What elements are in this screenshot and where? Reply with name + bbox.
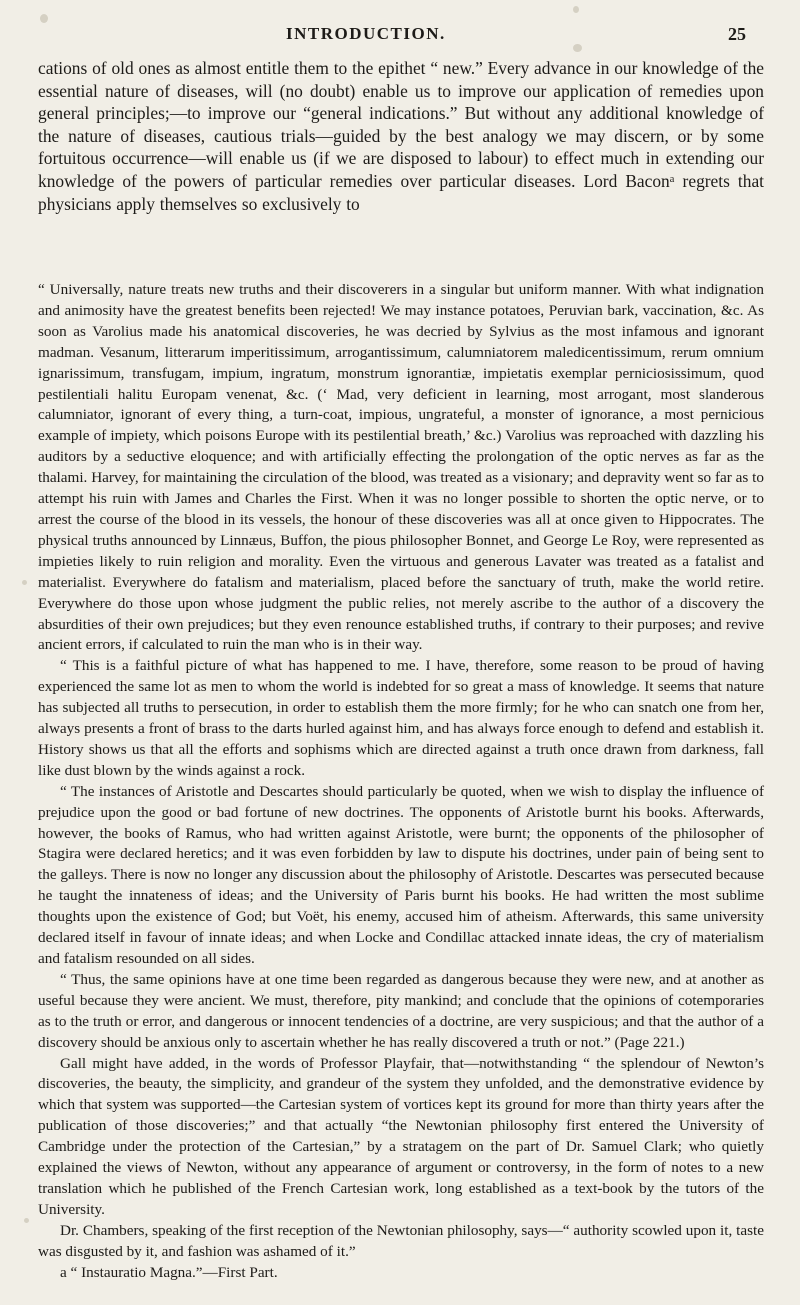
foxing-spot <box>24 1218 29 1223</box>
lead-paragraph <box>38 57 764 215</box>
quote-paragraph: “ Universally, nature treats new truths and their discoverers in a singular but uniform manner. With what indignation and animosity have the greatest benefits been rejected! We may instance potatoes, Peruvian bark, vaccination, &c. As soon as Varolius made his anatomical discoveries, he was decried by Sylvius as the most infamous and ignorant madman. Vesanum, litterarum imperitissimum, arrogantissimum, calumniatorem maledicentissimum, rerum omnium ignarissimum, transfugam, impium, ingratum, monstrum ignorantiæ, impietatis exemplar perniciosissimum, quod pestilentiali halitu Europam venenat, &c. (‘ Mad, very deficient in learning, most arrogant, most slanderous calumniator, ignorant of every thing, a turn-coat, impious, ungrateful, a monster of ignorance, a most pernicious example of impiety, which poisons Europe with its pestilential breath,’ &c.) Varolius was reproached with dazzling his auditors by a seductive eloquence; and with artificially effecting the prolongation of the optic nerves as far as the thalami. Harvey, for maintaining the circulation of the blood, was treated as a visionary; and depravity went so far as to attempt his ruin with James and Charles the First. When it was no longer possible to shorten the optic nerve, or to arrest the course of the blood in its vessels, the honour of these discoveries was all at once given to Hippocrates. The physical truths announced by Linnæus, Buffon, the pious philosopher Bonnet, and George Le Roy, were represented as impieties likely to ruin religion and morality. Even the virtuous and generous Lavater was treated as a fatalist and materialist. Everywhere do fatalism and materialism, placed before the sanctuary of truth, make the world retire. Everywhere do those upon whose judgment the public relies, not merely ascribe to the author of a discovery the absurdities of their own prejudices; but they even renounce established truths, if contrary to their purposes; and revive ancient errors, if calculated to ruin the man who is in their way. <box>38 281 764 654</box>
page-header <box>0 24 800 48</box>
quoted-extract <box>38 280 764 1284</box>
quote-paragraph: “ Thus, the same opinions have at one time been regarded as dangerous because they were new, and at another as useful because they were ancient. We must, therefore, pity mankind; and conclude that the opinions of cotemporaries as to the truth or error, and dangerous or innocent tendencies of a doctrine, are very suspicious; and that the author of a discovery should be anxious only to ascertain whether he has really discovered a truth or not.” (Page 221.) <box>38 970 764 1051</box>
body-paragraph: Gall might have added, in the words of Professor Playfair, that—notwithstanding “ the splendour of Newton’s discoveries, the beauty, the simplicity, and grandeur of the system they unfolded, and the demonstrative evidence by which that system was supported—the Cartesian system of vortices kept its ground for more than thirty years after the publication of those discoveries;” and that actually “the Newtonian philosophy first entered the University of Cambridge under the protection of the Cartesian,” by a stratagem on the part of Dr. Samuel Clark; who quietly explained the views of Newton, without any appearance of argument or controversy, in the form of notes to a new translation which he published of the French Cartesian work, long established as a text-book by the tutors of the University. <box>38 1054 764 1218</box>
quote-paragraph: “ This is a faithful picture of what has happened to me. I have, therefore, some reason to be proud of having experienced the same lot as men to whom the world is indebted for so great a mass of knowledge. It seems that nature has subjected all truths to persecution, in order to establish them the more firmly; for he who can snatch one from her, always presents a front of brass to the darts hurled against him, and has always force enough to defend and establish it. History shows us that all the efforts and sophisms which are directed against a truth once drawn from darkness, fall like dust blown by the winds against a rock. <box>38 657 764 779</box>
lead-text: cations of old ones as almost entitle them to the epithet “ new.” Every advance in our knowledge of the essential nature of diseases, will (no doubt) enable us to improve our application of remedies upon general principles;—to improve our “general indications.” But without any additional knowledge of the nature of diseases, cautious trials—guided by the best analogy we may discern, or by some fortuitous occurrence—will enable us (if we are disposed to labour) to effect much in extending our knowledge of the powers of particular remedies over particular diseases. Lord Baconᵃ regrets that physicians apply themselves so exclusively to <box>38 58 764 214</box>
running-head: INTRODUCTION. <box>286 24 446 43</box>
foxing-spot <box>573 6 579 13</box>
body-paragraph: Dr. Chambers, speaking of the first reception of the Newtonian philosophy, says—“ authority scowled upon it, taste was disgusted by it, and fashion was ashamed of it.” <box>38 1221 764 1260</box>
page-number: 25 <box>728 24 746 44</box>
foxing-spot <box>22 580 27 585</box>
quote-paragraph: “ The instances of Aristotle and Descartes should particularly be quoted, when we wish to display the influence of prejudice upon the good or bad fortune of new doctrines. The opponents of Aristotle burnt his books. Afterwards, however, the books of Ramus, who had written against Aristotle, were burnt; the opponents of the philosopher of Stagira were declared heretics; and it was even forbidden by law to dispute his doctrines, under pain of being sent to the galleys. There is now no longer any discussion about the philosophy of Aristotle. Descartes was persecuted because he taught the innateness of ideas; and the University of Paris burnt his books. He had written the most sublime thoughts upon the existence of God; but Voët, his enemy, accused him of atheism. Afterwards, this same university declared itself in favour of innate ideas; and when Locke and Condillac attacked innate ideas, the cry of materialism and fatalism resounded on all sides. <box>38 782 764 967</box>
footnote: a “ Instauratio Magna.”—First Part. <box>60 1263 278 1281</box>
foxing-spot <box>40 14 48 23</box>
